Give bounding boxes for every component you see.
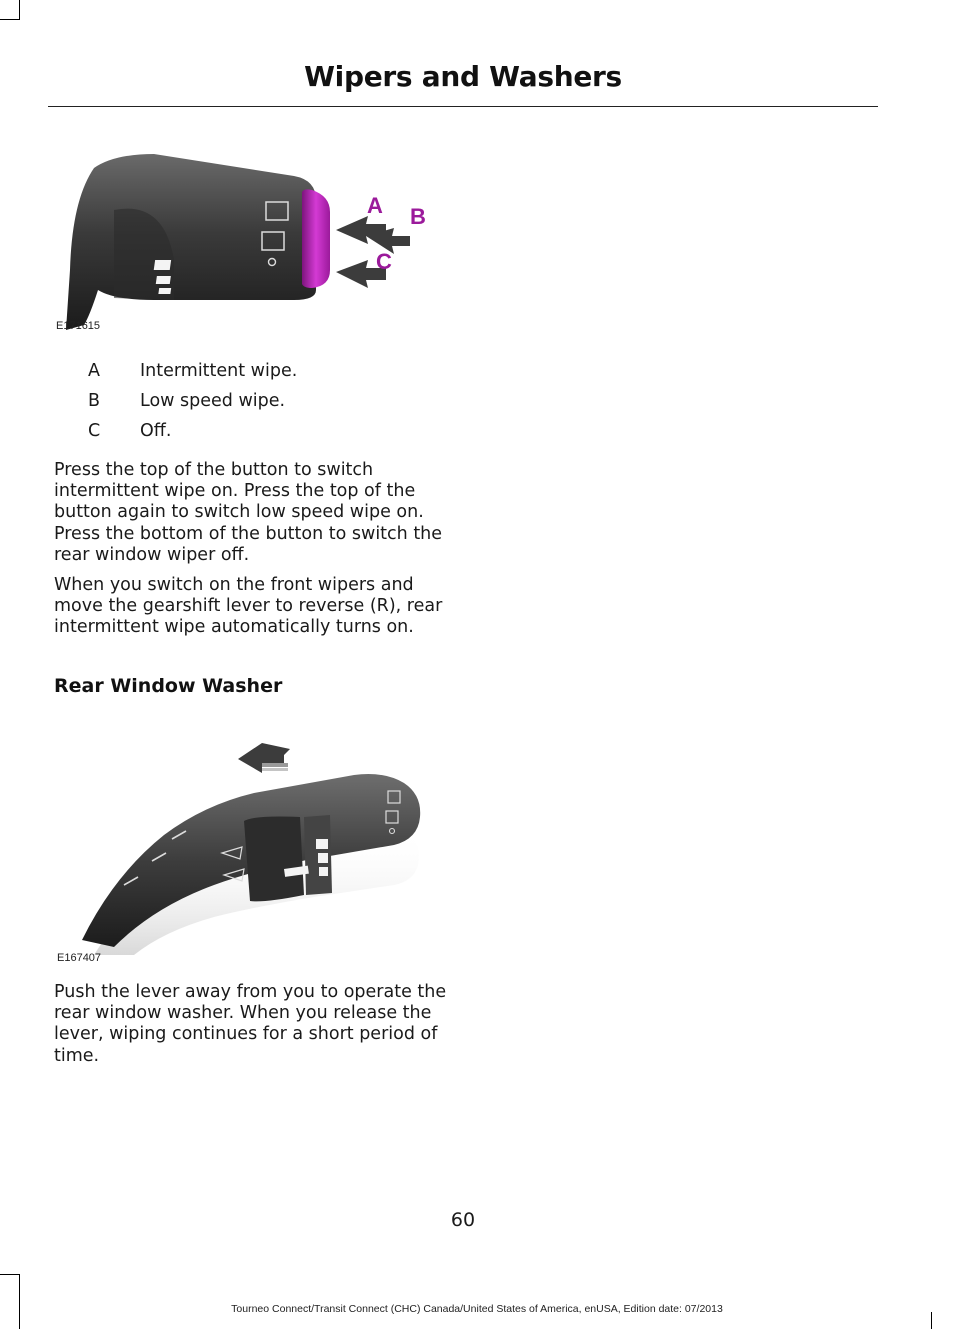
page-title: Wipers and Washers — [304, 60, 622, 93]
legend-row — [54, 356, 454, 386]
legend-row — [54, 386, 454, 416]
crop-mark — [19, 0, 20, 20]
figure-code: E171615 — [56, 320, 101, 332]
legend-key: B — [88, 391, 101, 411]
section-heading: Rear Window Washer — [54, 675, 283, 697]
crop-mark — [0, 19, 20, 20]
wiper-button-illustration — [54, 140, 454, 340]
paragraph-reverse-gear: When you switch on the front wipers and move the gearshift lever to reverse (R), rear intermittent wipe automatically turns on. — [54, 575, 443, 638]
callout-b: B — [410, 204, 426, 229]
paragraph-rear-washer: Push the lever away from you to operate the rear window washer. When you release the lever, wiping continues for a short period of time. — [54, 982, 447, 1066]
callout-legend — [54, 356, 454, 446]
legend-text: Off. — [140, 421, 172, 441]
legend-key: A — [88, 361, 100, 381]
legend-text: Intermittent wipe. — [140, 361, 298, 381]
title-rule — [48, 106, 878, 107]
figure-code: E167407 — [57, 952, 102, 964]
page-number: 60 — [450, 1209, 476, 1231]
callout-c: C — [376, 249, 392, 274]
crop-mark — [19, 1274, 20, 1329]
paragraph-button-operation: Press the top of the button to switch intermittent wipe on. Press the top of the button again to switch low speed wipe on. Press the bottom of the button to switch the rear window wiper off. — [54, 460, 443, 565]
legend-row — [54, 416, 454, 446]
rear-washer-lever-illustration — [54, 735, 434, 955]
legend-key: C — [88, 421, 101, 441]
legend-text: Low speed wipe. — [140, 391, 286, 411]
crop-mark — [0, 1274, 20, 1275]
callout-a: A — [367, 193, 383, 218]
footer-edition: Tourneo Connect/Transit Connect (CHC) Canada/United States of America, enUSA, Edition date: 07/2013 — [231, 1303, 723, 1315]
